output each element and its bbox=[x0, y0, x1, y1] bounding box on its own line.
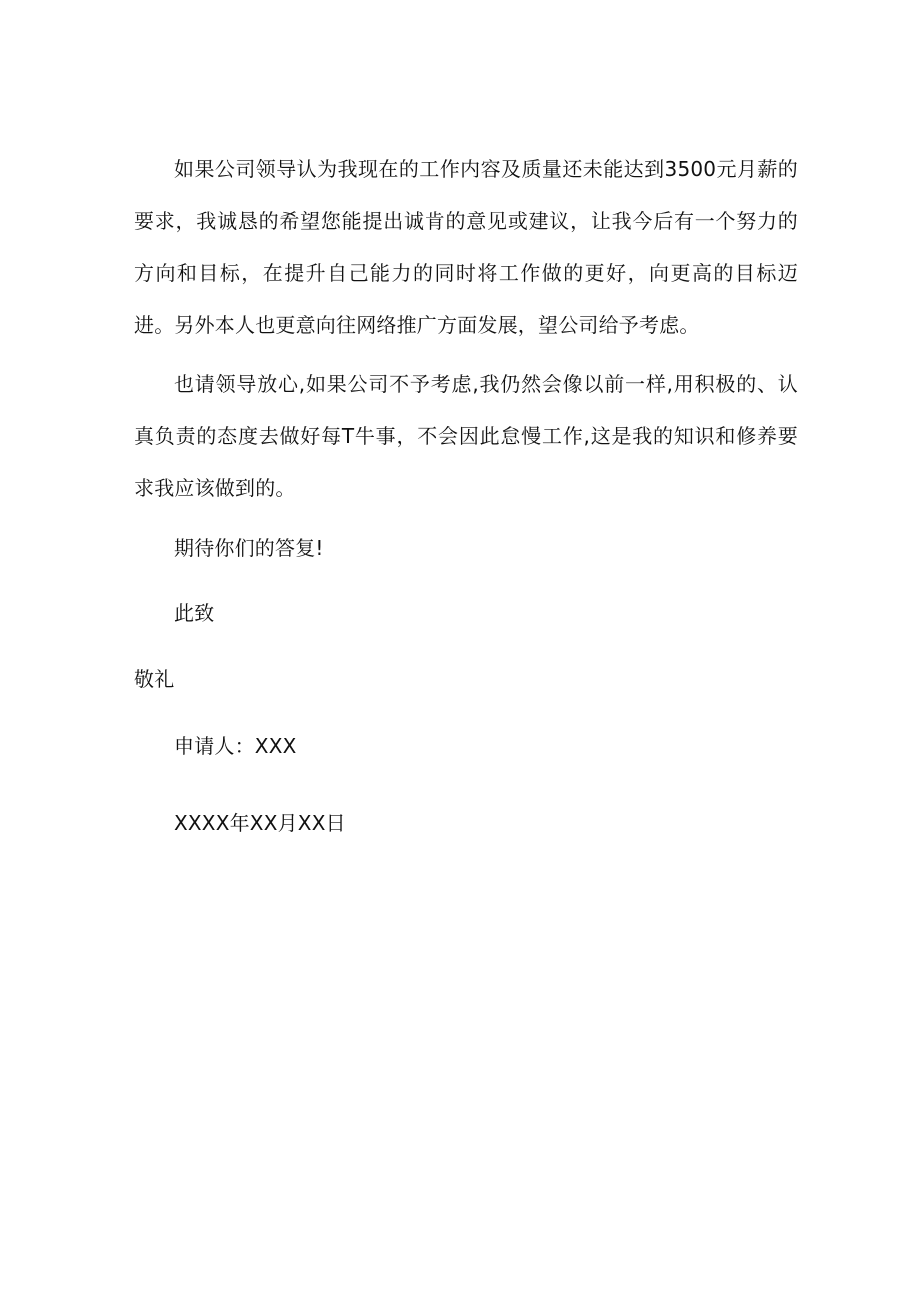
body-paragraph-assurance: 也请领导放心,如果公司不予考虑,我仍然会像以前一样,用积极的、认真负责的态度去做好每T牛事，不会因此怠慢工作,这是我的知识和修养要求我应该做到的。 bbox=[134, 372, 798, 500]
applicant-signature: 申请人：XXX bbox=[174, 734, 297, 758]
date-line: XXXX年XX月XX日 bbox=[174, 811, 346, 835]
salutation-cizhi: 此致 bbox=[174, 601, 215, 625]
closing-expectation: 期待你们的答复! bbox=[174, 536, 324, 560]
body-paragraph-salary: 如果公司领导认为我现在的工作内容及质量还未能达到3500元月薪的要求，我诚恳的希望您能提出诚肯的意见或建议，让我今后有一个努力的方向和目标，在提升自己能力的同时将工作做的更好，向更高的目标迈进。另外本人也更意向往网络推广方面发展，望公司给予考虑。 bbox=[134, 157, 798, 337]
salutation-jingli: 敬礼 bbox=[134, 667, 175, 691]
